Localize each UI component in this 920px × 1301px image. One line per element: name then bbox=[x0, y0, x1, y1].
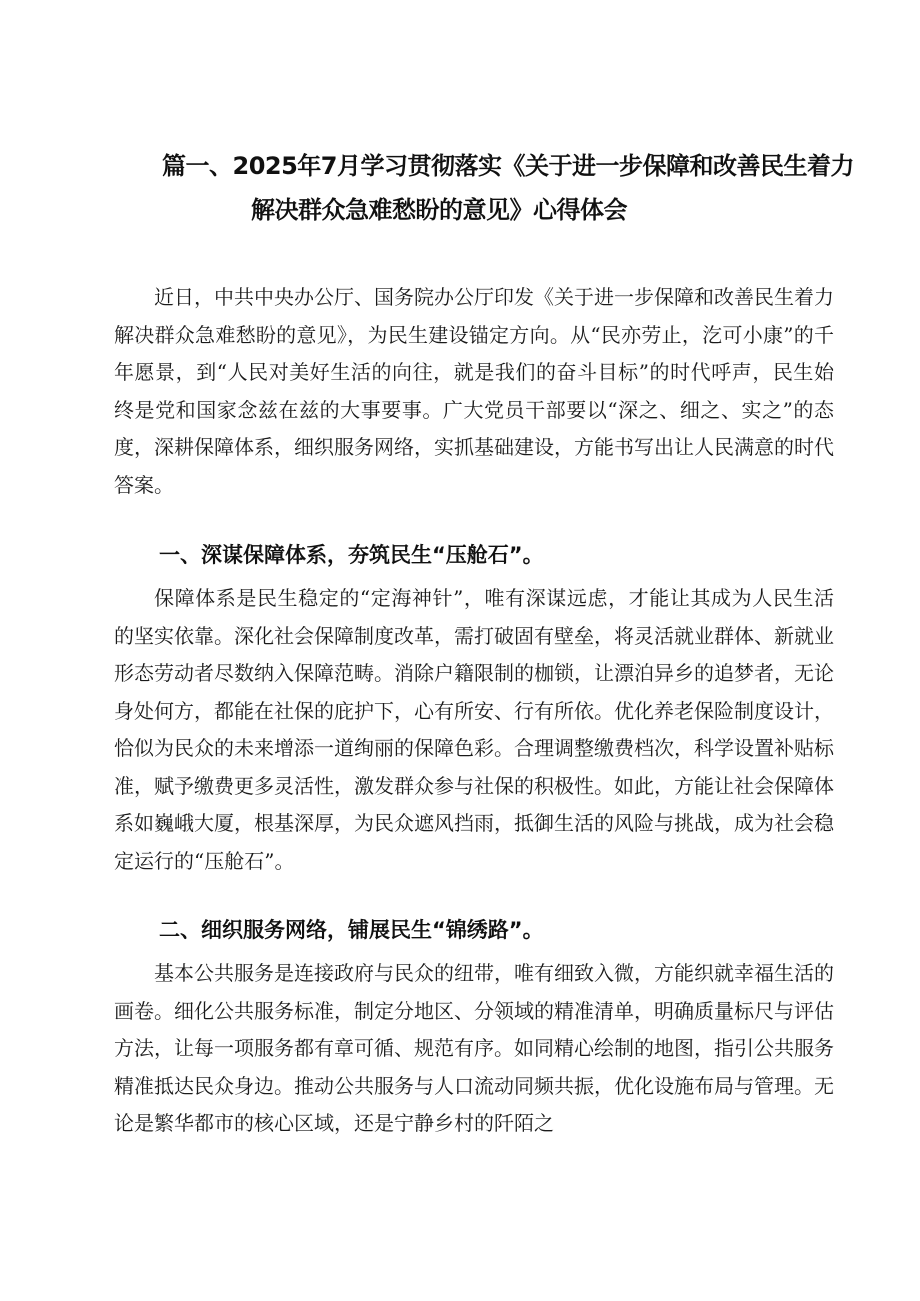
document-title-line-2: 解决群众急难愁盼的意见》心得体会 bbox=[251, 196, 627, 224]
document-title-line-1: 篇一、2025年7月学习贯彻落实《关于进一步保障和改善民生着力 bbox=[162, 152, 854, 180]
section-2-paragraph: 基本公共服务是连接政府与民众的纽带，唯有细致入微，方能织就幸福生活的画卷。细化公共服务标准，制定分地区、分领域的精准清单，明确质量标尺与评估方法，让每一项服务都有章可循、规范有序。如同精心绘制的地图，指引公共服务精准抵达民众身边。推动公共服务与人口流动同频共振，优化设施布局与管理。无论是繁华都市的核心区域，还是宁静乡村的阡陌之 bbox=[114, 961, 834, 1135]
section-2-heading: 二、细织服务网络，铺展民生“锦绣路”。 bbox=[159, 918, 544, 942]
section-1-heading: 一、深谋保障体系，夯筑民生“压舱石”。 bbox=[159, 543, 544, 567]
section-1-paragraph: 保障体系是民生稳定的“定海神针”，唯有深谋远虑，才能让其成为人民生活的坚实依靠。深化社会保障制度改革，需打破固有壁垒，将灵活就业群体、新就业形态劳动者尽数纳入保障范畴。消除户籍限制的枷锁，让漂泊异乡的追梦者，无论身处何方，都能在社保的庇护下，心有所安、行有所依。优化养老保险制度设计，恰似为民众的未来增添一道绚丽的保障色彩。合理调整缴费档次，科学设置补贴标准，赋予缴费更多灵活性，激发群众参与社保的积极性。如此，方能让社会保障体系如巍峨大厦，根基深厚，为民众遮风挡雨，抵御生活的风险与挑战，成为社会稳定运行的“压舱石”。 bbox=[114, 586, 834, 873]
intro-paragraph: 近日，中共中央办公厅、国务院办公厅印发《关于进一步保障和改善民生着力解决群众急难愁盼的意见》，为民生建设锚定方向。从“民亦劳止，汔可小康”的千年愿景，到“人民对美好生活的向往，就是我们的奋斗目标”的时代呼声，民生始终是党和国家念兹在兹的大事要事。广大党员干部要以“深之、细之、实之”的态度，深耕保障体系，细织服务网络，实抓基础建设，方能书写出让人民满意的时代答案。 bbox=[114, 285, 834, 497]
